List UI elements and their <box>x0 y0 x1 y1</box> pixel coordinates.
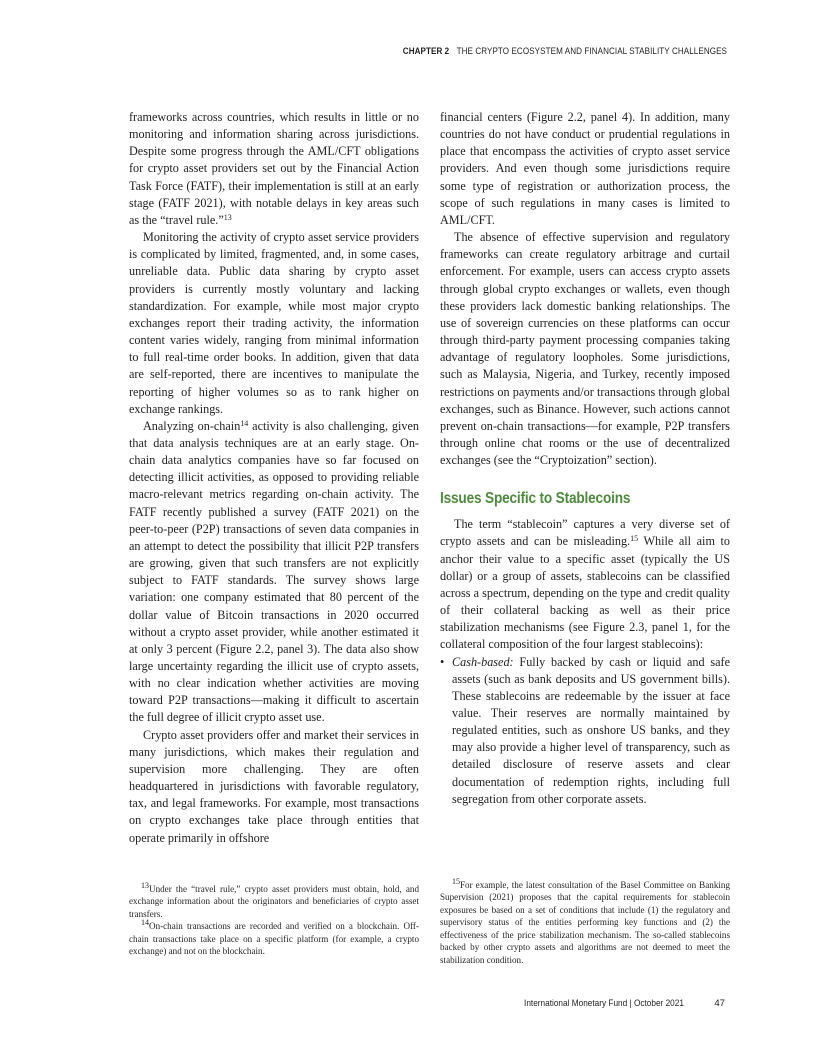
running-header <box>403 45 727 56</box>
paragraph: Monitoring the activity of crypto asset service providers is complicated by limited, fragmented, and, in some cases, unreliable data. Public data sharing by crypto asset providers is currently mostly voluntary and lacking standardization. For example, while most major crypto exchanges report their trading activity, the information content varies widely, ranging from minimal information to full real-time order books. In addition, given that data are self-reported, there are incentives to manipulate the reporting of higher volumes so as to rank higher on exchange rankings. <box>129 230 419 416</box>
footnote-ref-15[interactable]: 15 <box>630 534 639 544</box>
right-column <box>440 109 730 808</box>
footnote-13: $^{13}$Under the “travel rule,” crypto asset providers must obtain, hold, and exchange information about the originators and beneficiaries of crypto asset transfers. <box>129 881 419 919</box>
paragraph: financial centers (Figure 2.2, panel 4). In addition, many countries do not have conduct or prudential regulations in place that encompass the activities of crypto asset service providers. And even though some jurisdictions require some type of registration or authorization process, the scope of such regulations in many cases is limited to AML/CFT. <box>440 110 730 227</box>
paragraph: The absence of effective supervision and regulatory frameworks can create regulatory arbitrage and curtail enforcement. For example, users can access crypto assets through global crypto exchanges or wallets, even though these providers lack domestic banking relationships. The use of sovereign currencies on these platforms can occur through third-party payment processing companies taking advantage of regulatory loopholes. Some jurisdictions, such as Malaysia, Nigeria, and Turkey, recently imposed restrictions on payments and/or transactions through global exchanges, such as Binance. However, such actions cannot prevent on-chain transactions—for example, P2P transfers through online chat rooms or the use of decentralized exchanges (see the “Cryptoization” section). <box>440 230 730 468</box>
page-footer <box>498 998 725 1009</box>
chapter-label: CHAPTER 2 <box>402 45 450 56</box>
bullet-label: Cash-based: <box>452 654 514 669</box>
footnote-ref-14[interactable]: 14 <box>240 418 249 428</box>
bullet-item-cash-based <box>440 654 730 808</box>
footnote-14: $^{14}$On-chain transactions are recorded and verified on a blockchain. Off-chain transactions take place on a specific platform (for example, a crypto exchange) and not on the blockchain. <box>129 918 419 957</box>
footnotes-left <box>129 883 419 958</box>
paragraph: The term “stablecoin” captures a very diverse set of crypto assets and can be misleading.$^{15}$ While all aim to anchor their value to a specific asset (typically the US dollar) or a group of assets, stablecoins can be classified across a spectrum, depending on the type and credit quality of their collateral backing as well as their price stabilization mechanisms (see Figure 2.3, panel 1, for the collateral composition of the four largest stablecoins): <box>440 517 730 652</box>
footnote-ref-13[interactable]: 13 <box>223 212 232 222</box>
publisher-date: International Monetary Fund | October 2021 <box>524 998 685 1009</box>
paragraph: frameworks across countries, which results in little or no monitoring and information sharing across jurisdictions. Despite some progress through the AML/CFT obligations for crypto asset providers set out by the Financial Action Task Force (FATF), their implementation is still at an early stage (FATF 2021), with notable delays in key areas such as the “travel rule.”$^{13}$ <box>129 110 419 227</box>
bullet-icon: • <box>440 654 445 669</box>
footnotes-right <box>440 879 730 966</box>
left-column <box>129 109 419 847</box>
section-heading: Issues Specific to Stablecoins <box>440 490 631 508</box>
page-number: 47 <box>714 998 725 1009</box>
paragraph: Analyzing on-chain$^{14}$ activity is also challenging, given that data analysis techniques are at an early stage. On-chain data analytics companies have so far focused on detecting illicit activities, as opposed to providing reliable macro-relevant metrics regarding on-chain activity. The FATF recently published a survey (FATF 2021) on the peer-to-peer (P2P) transactions of seven data companies in an attempt to detect the possibility that illicit P2P transfers are growing, given that such transfers are not explicitly subject to FATF standards. The survey shows large variation: one company estimated that 80 percent of the dollar value of Bitcoin transactions in 2020 occurred without a crypto asset provider, while another estimated it at only 3 percent (Figure 2.2, panel 3). The data also show large uncertainty regarding the illicit use of crypto assets, with no clear indication whether activities are moving toward P2P transactions—making it difficult to ascertain the full degree of illicit crypto asset use. <box>129 418 420 725</box>
bullet-text: Cash-based: Fully backed by cash or liquid and safe assets (such as bank deposits and US government bills). These stablecoins are redeemable by the issuer at face value. Their reserves are normally maintained by regulated entities, such as onshore US banks, and they may also provide a higher level of transparency, such as detailed disclosure of reserve assets and clear documentation of redemption rights, including full segregation from other corporate assets. <box>452 654 730 806</box>
paragraph: Crypto asset providers offer and market their services in many jurisdictions, which makes their regulation and supervision more challenging. They are often headquartered in jurisdictions with favorable regulatory, tax, and legal frameworks. For example, most transactions on crypto exchanges take place through entities that operate primarily in offshore <box>129 727 419 845</box>
footnote-15: $^{15}$For example, the latest consultation of the Basel Committee on Banking Supervision (2021) proposes that the capital requirements for stablecoin exposures be based on a set of conditions that include (1) the regulatory and supervisory status of the entities performing key functions and (2) the effectiveness of the price stabilization mechanism. The so-called stablecoins backed by other crypto assets and algorithms are not deemed to meet the stabilization condition. <box>440 877 730 965</box>
chapter-title: THE CRYPTO ECOSYSTEM AND FINANCIAL STABILITY CHALLENGES <box>456 45 727 56</box>
